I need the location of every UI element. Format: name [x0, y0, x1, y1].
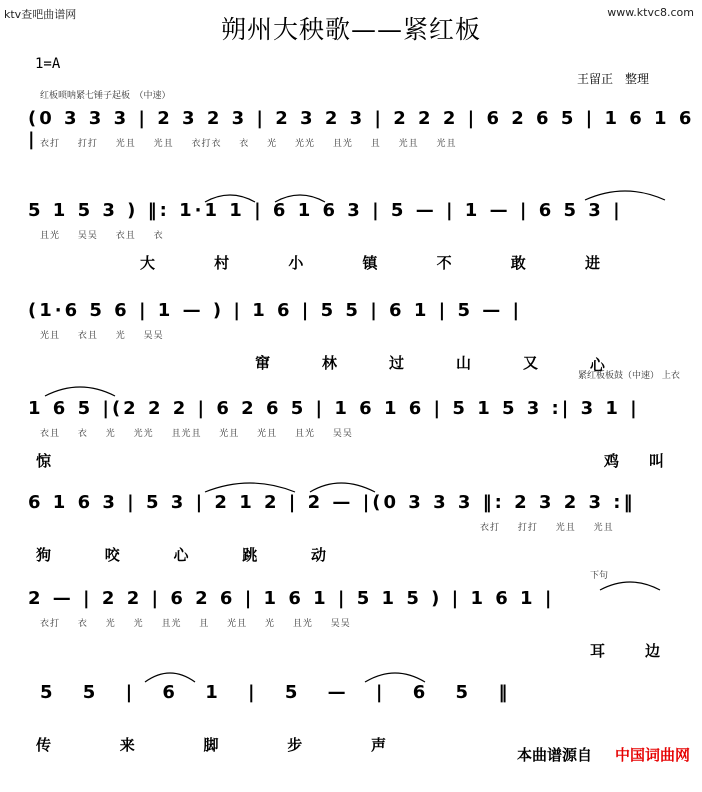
lyric-char: 咬 [104, 546, 120, 564]
lyric-char: 边 [644, 642, 660, 660]
performance-note: 红板唢呐紧七锤子起板 （中速） [40, 91, 171, 101]
lyric-char: 跳 [242, 546, 258, 564]
lyric-char: 耳 [590, 642, 606, 660]
lyric-char: 惊 [36, 452, 52, 470]
lyrics-line [36, 450, 664, 471]
lyric-char: 大 [140, 254, 156, 272]
lyric-char: 动 [310, 546, 326, 564]
lyrics-line [36, 734, 386, 755]
section-note: 紧红板板鼓（中速） 上衣 [578, 371, 680, 381]
footer-source-label: 本曲谱源自 [516, 746, 592, 764]
notation-line: (1·6 5 6 | 1 — ) | 1 6 | 5 5 | 6 1 | 5 — | [28, 300, 523, 321]
site-url-right: www.ktvc8.com [607, 6, 694, 19]
lyric-char: 传 [36, 736, 52, 754]
percussion-line: 且光 吴吴 衣且 衣 [40, 231, 164, 241]
footer-site-link[interactable]: 中国词曲网 [614, 746, 690, 764]
percussion-line: 衣且 衣 光 光光 且光且 光且 光且 且光 吴吴 [40, 429, 353, 439]
slur-mark [40, 382, 120, 398]
lyric-char: 进 [584, 254, 600, 272]
song-title: 朔州大秧歌——紧红板 [220, 15, 481, 44]
lyric-char: 窜 [255, 354, 271, 372]
section-note: 下句 [590, 571, 609, 581]
lyric-char: 山 [455, 354, 471, 372]
lyric-char: 来 [119, 736, 135, 754]
notation-line: 5 1 5 3 ) ‖: 1·1 1 | 6 1 6 3 | 5 — | 1 — | 6 5 3 | [28, 200, 623, 221]
notation-line: (0 3 3 3 | 2 3 2 3 | 2 3 2 3 | 2 2 2 | 6 2 6 5 | 1 6 1 6 | [28, 108, 695, 150]
lyrics-line [255, 352, 605, 373]
notation-line: 2 — | 2 2 | 6 2 6 | 1 6 1 | 5 1 5 ) | 1 6 1 | [28, 588, 555, 609]
notation-line: 5 5 | 6 1 | 5 — | 6 5 ‖ [40, 682, 511, 703]
lyrics-line [590, 640, 660, 661]
lyric-char: 小 [288, 254, 304, 272]
percussion-line: 衣打 打打 光且 光且 [480, 523, 614, 533]
lyrics-line [140, 252, 600, 273]
arranger-credit: 王留正 整理 [577, 72, 650, 86]
notation-line: 1 6 5 |(2 2 2 | 6 2 6 5 | 1 6 1 6 | 5 1 5 3 :| 3 1 | [28, 398, 640, 419]
score-row-2 [0, 200, 702, 310]
percussion-line: 衣打 衣 光 光 且光 且 光且 光 且光 吴吴 [40, 619, 351, 629]
site-name-left: ktv查吧曲谱网 [4, 8, 77, 21]
lyric-char: 心 [589, 356, 605, 374]
lyric-char: 村 [214, 254, 230, 272]
lyric-char: 敢 [510, 254, 526, 272]
score-row-7 [0, 682, 702, 792]
notation-line: 6 1 6 3 | 5 3 | 2 1 2 | 2 — |(0 3 3 3 ‖: 2 3 2 3 :‖ [28, 492, 636, 513]
lyric-char: 又 [522, 354, 538, 372]
lyric-char: 心 [173, 546, 189, 564]
key-signature: 1=A [35, 56, 61, 72]
lyric-char: 林 [321, 354, 337, 372]
percussion-line: 光且 衣且 光 吴吴 [40, 331, 164, 341]
lyric-char: 狗 [36, 546, 52, 564]
lyric-char: 鸡 [603, 452, 619, 470]
lyrics-line [36, 544, 326, 565]
percussion-line: 衣打 打打 光且 光且 衣打衣 衣 光 光光 且光 且 光且 光且 [40, 139, 457, 149]
lyric-char: 步 [287, 736, 303, 754]
lyric-char: 脚 [203, 736, 219, 754]
lyric-char: 叫 [648, 452, 664, 470]
lyric-char: 声 [370, 736, 386, 754]
lyric-char: 不 [436, 254, 452, 272]
slur-mark [595, 578, 665, 592]
lyric-char: 过 [388, 354, 404, 372]
lyric-char: 镇 [362, 254, 378, 272]
